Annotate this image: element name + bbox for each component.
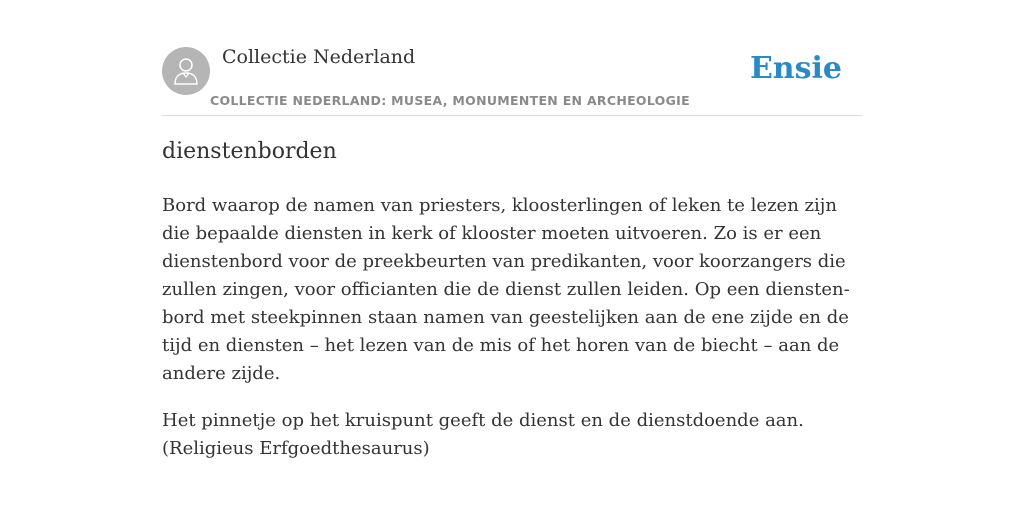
page [162,0,862,459]
user-icon [172,56,200,86]
entry-term: dienstenborden [162,139,337,164]
entry-body [162,192,862,482]
collection-label[interactable]: COLLECTIE NEDERLAND: MUSEA, MONUMENTEN EN ARCHEOLOGIE [210,93,690,108]
entry-paragraph: Bord waarop de namen van priesters, kloosterlingen of leken te lezen zijn die bepaalde diensten in kerk of klooster moeten uitvoeren. Zo is er een dienstenbord voor de preekbeurten van predikanten, voor koorzangers die zullen zingen, voor officianten die de dienst zullen leiden. Op een diensten-bord met steekpinnen staan namen van geestelijken aan de ene zijde en de tijd en diensten – het lezen van de mis of het horen van de biecht – aan de andere zijde. [162,195,850,384]
author-name[interactable]: Collectie Nederland [222,46,416,68]
entry-header [162,0,862,116]
brand-logo[interactable]: Ensie [749,51,842,86]
entry-paragraph: Het pinnetje op het kruispunt geeft de dienst en de dienstdoende aan. (Religieus Erfgoedthesaurus) [162,410,804,459]
avatar[interactable] [162,47,210,95]
